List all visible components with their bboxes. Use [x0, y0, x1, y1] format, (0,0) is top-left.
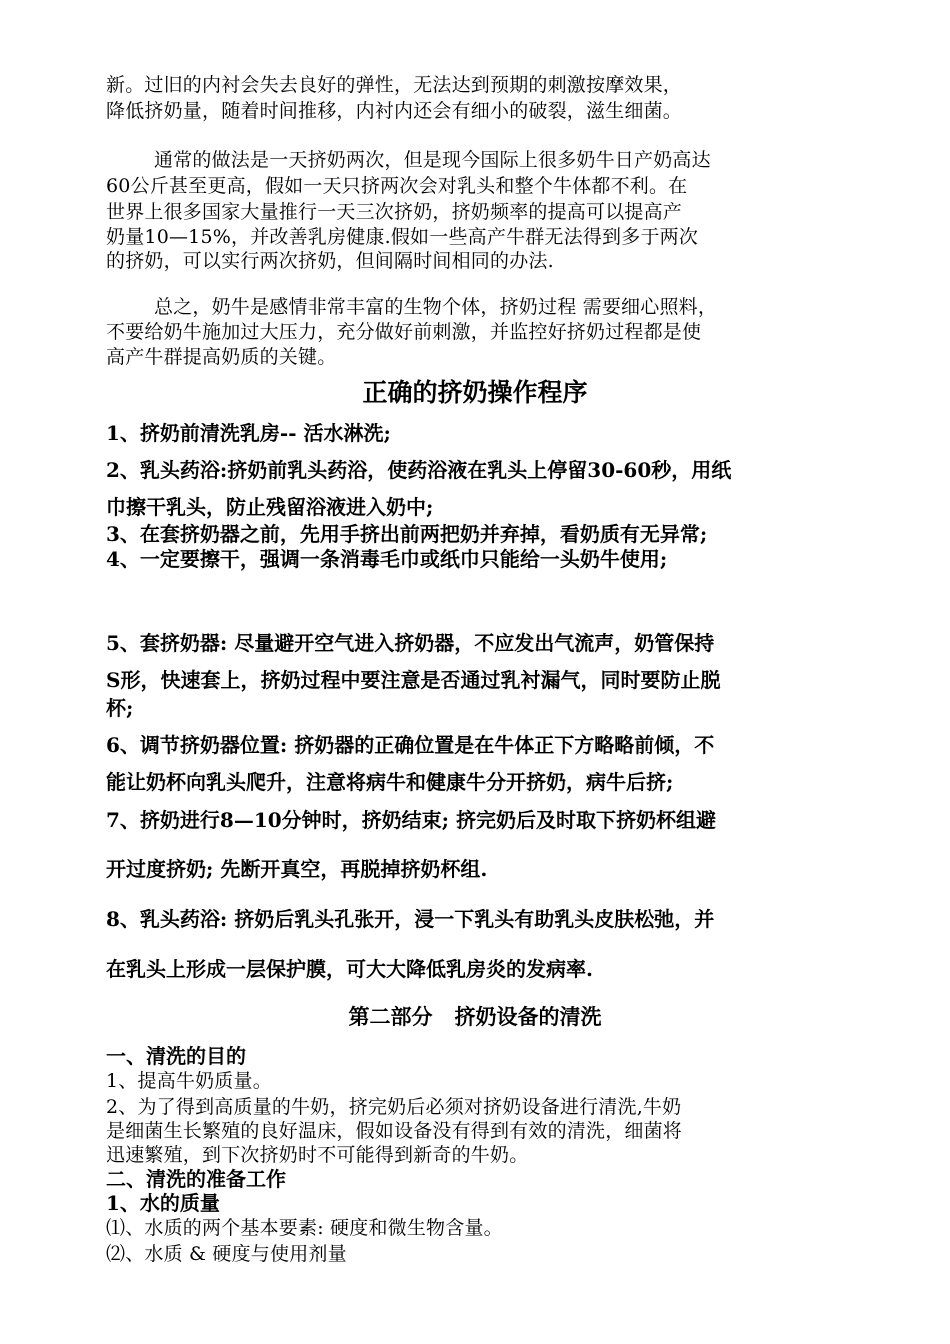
subheading: 一、清洗的目的	[106, 1044, 246, 1068]
step-line: 在乳头上形成一层保护膜，可大大降低乳房炎的发病率.	[106, 957, 593, 981]
step-line: 开过度挤奶; 先断开真空，再脱掉挤奶杯组.	[106, 857, 488, 881]
text-line: 通常的做法是一天挤奶两次，但是现今国际上很多奶牛日产奶高达	[154, 149, 711, 171]
step-line: 2、乳头药浴:挤奶前乳头药浴，使药浴液在乳头上停留30-60秒，用纸	[106, 458, 732, 482]
text-line: 奶量10—15%，并改善乳房健康.假如一些高产牛群无法得到多于两次	[106, 226, 699, 248]
text-line: ⑴、水质的两个基本要素: 硬度和微生物含量。	[106, 1217, 503, 1239]
step-line: 3、在套挤奶器之前，先用手挤出前两把奶并弃掉，看奶质有无异常;	[106, 522, 708, 546]
step-line: 杯;	[106, 696, 134, 720]
text-line: 是细菌生长繁殖的良好温床，假如设备没有得到有效的清洗，细菌将	[106, 1120, 683, 1142]
step-line: 1、挤奶前清洗乳房-- 活水淋洗;	[106, 421, 391, 445]
step-line: S形，快速套上，挤奶过程中要注意是否通过乳衬漏气，同时要防止脱	[106, 668, 721, 692]
text-line: 总之，奶牛是感情非常丰富的生物个体，挤奶过程 需要细心照料，	[154, 296, 718, 318]
text-line: 新。过旧的内衬会失去良好的弹性，无法达到预期的刺激按摩效果，	[106, 74, 683, 96]
text-line: 60公斤甚至更高，假如一天只挤两次会对乳头和整个牛体都不利。在	[106, 175, 688, 197]
text-line: 1、提高牛奶质量。	[106, 1070, 272, 1092]
subheading: 1、水的质量	[106, 1191, 220, 1215]
step-line: 6、调节挤奶器位置: 挤奶器的正确位置是在牛体正下方略略前倾，不	[106, 733, 715, 757]
step-line: 8、乳头药浴: 挤奶后乳头孔张开，浸一下乳头有助乳头皮肤松弛，并	[106, 907, 715, 931]
step-line: 能让奶杯向乳头爬升，注意将病牛和健康牛分开挤奶，病牛后挤;	[106, 770, 674, 794]
step-line: 5、套挤奶器: 尽量避开空气进入挤奶器，不应发出气流声，奶管保持	[106, 631, 715, 655]
text-line: ⑵、水质 & 硬度与使用剂量	[106, 1243, 347, 1265]
part-two-title: 第二部分 挤奶设备的清洗	[348, 1004, 602, 1029]
section-title: 正确的挤奶操作程序	[362, 378, 588, 407]
step-line: 4、一定要擦干，强调一条消毒毛巾或纸巾只能给一头奶牛使用;	[106, 547, 668, 571]
text-line: 2、为了得到高质量的牛奶，挤完奶后必须对挤奶设备进行清洗,牛奶	[106, 1096, 682, 1118]
text-line: 降低挤奶量，随着时间推移，内衬内还会有细小的破裂，滋生细菌。	[106, 100, 683, 122]
text-line: 世界上很多国家大量推行一天三次挤奶，挤奶频率的提高可以提高产	[106, 201, 683, 223]
step-line: 巾擦干乳头，防止残留浴液进入奶中;	[106, 495, 434, 519]
text-line: 迅速繁殖，到下次挤奶时不可能得到新奇的牛奶。	[106, 1144, 529, 1166]
step-line: 7、挤奶进行8—10分钟时，挤奶结束; 挤完奶后及时取下挤奶杯组避	[106, 808, 717, 832]
text-line: 高产牛群提高奶质的关键。	[106, 346, 337, 368]
text-line: 的挤奶，可以实行两次挤奶，但间隔时间相同的办法.	[106, 250, 554, 272]
text-line: 不要给奶牛施加过大压力，充分做好前刺激，并监控好挤奶过程都是使	[106, 321, 702, 343]
subheading: 二、清洗的准备工作	[106, 1167, 286, 1191]
